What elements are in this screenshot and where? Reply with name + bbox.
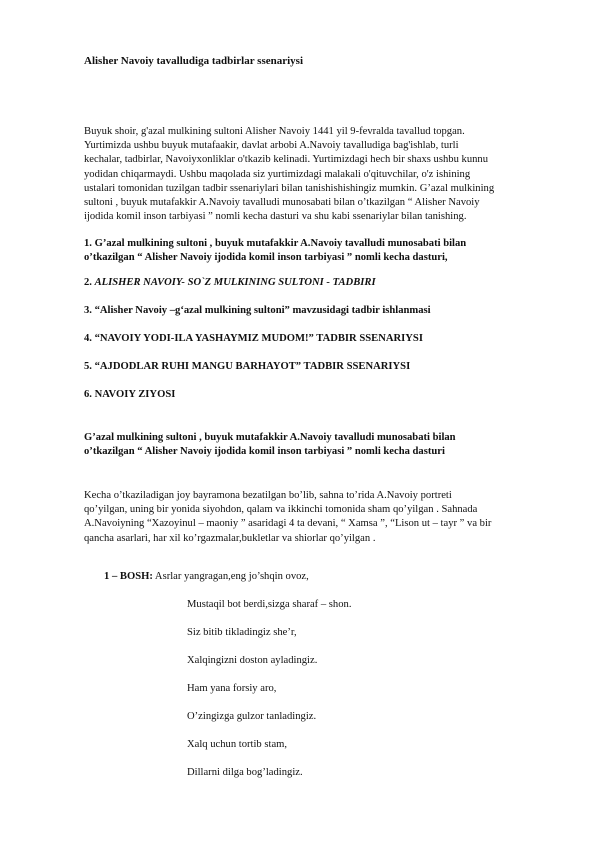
intro-paragraph	[84, 125, 558, 224]
verse-line: Siz bitib tikladingiz she’r,	[187, 627, 297, 638]
intro-line: ustalari tomonidan tuzilgan tadbir ssenariylari bilan tanishishishingiz mumkin. G’azal mulkining	[84, 182, 495, 194]
intro-line: Buyuk shoir, g'azal mulkining sultoni Alisher Navoiy 1441 yil 9-fevralda tavallud topgan.	[84, 126, 465, 137]
verse-line: O’zingizga gulzor tanladingiz.	[187, 711, 317, 722]
list-item-1-line: 1. G’azal mulkining sultoni , buyuk mutafakkir A.Navoiy tavalludi munosabati bilan	[84, 238, 467, 249]
intro-line: sultoni , buyuk mutafakkir A.Navoiy tavalludi munosabati bilan o’tkazilgan “ Alisher Navoiy	[84, 197, 480, 209]
setup-line: Kecha o’tkaziladigan joy bayramona bezatilgan bo’lib, sahna to’rida A.Navoiy portreti	[84, 490, 452, 501]
verse-line: Ham yana forsiy aro,	[187, 683, 277, 694]
verse-line: Mustaqil bot berdi,sizga sharaf – shon.	[187, 599, 352, 610]
list-item-1-line: o’tkazilgan “ Alisher Navoiy ijodida komil inson tarbiyasi ” nomli kecha dasturi,	[84, 252, 448, 264]
list-item-2-number: 2.	[84, 277, 95, 288]
list-item-4: 4. “NAVOIY YODI-ILA YASHAYMIZ MUDOM!” TADBIR SSENARIYSI	[84, 333, 423, 344]
intro-line: kechalar, tadbirlar, Navoiyxonliklar o'tkazib kelinadi. Yurtimizdagi hech bir shaxs ushbu kunnu	[84, 154, 489, 166]
setup-paragraph	[84, 489, 558, 546]
bosh-text: Asrlar yangragan,eng jo’shqin ovoz,	[152, 571, 309, 582]
bosh-first-line	[104, 571, 309, 582]
section-heading	[84, 431, 456, 459]
list-item-3: 3. “Alisher Navoiy –g‘azal mulkining sultoni” mavzusidagi tadbir ishlanmasi	[84, 305, 431, 316]
list-item-6: 6. NAVOIY ZIYOSI	[84, 389, 176, 400]
setup-line: qancha asarlari, har xil ko’rgazmalar,bukletlar va shiorlar qo’yilgan .	[84, 532, 376, 544]
list-item-1	[84, 237, 466, 265]
bosh-label: 1 – BOSH:	[104, 571, 153, 582]
section-heading-line: G’azal mulkining sultoni , buyuk mutafakkir A.Navoiy tavalludi munosabati bilan	[84, 432, 456, 443]
verse-line: Xalqingizni doston ayladingiz.	[187, 655, 318, 666]
intro-line: yodidan chiqarmaydi. Ushbu maqolada siz yurtimizdagi malakali o'qituvchilar, o'z ishining	[84, 168, 471, 180]
verse-line: Xalq uchun tortib stam,	[187, 739, 288, 750]
setup-line: A.Navoiyning “Xazoyinul – maoniy ” asaridagi 4 ta devani, “ Xamsa ”, “Lison ut – tayr ” va bir	[84, 518, 492, 530]
verse-line: Dillarni dilga bog’ladingiz.	[187, 767, 303, 778]
list-item-2-text: ALISHER NAVOIY- SO`Z MULKINING SULTONI - TADBIRI	[94, 277, 376, 288]
document-title: Alisher Navoiy tavalludiga tadbirlar ssenariysi	[84, 55, 304, 67]
intro-line: Yurtimizda ushbu buyuk mutafaakir, davlat arbobi A.Navoiy tavalludiga bag'ishlab, turli	[84, 140, 459, 152]
intro-line: ijodida komil inson tarbiyasi ” nomli kecha dasturi va shu kabi ssenariylar bilan tanishing.	[84, 211, 467, 223]
list-item-2	[84, 277, 376, 288]
list-item-5: 5. “AJDODLAR RUHI MANGU BARHAYOT” TADBIR SSENARIYSI	[84, 361, 411, 372]
section-heading-line: o’tkazilgan “ Alisher Navoiy ijodida komil inson tarbiyasi ” nomli kecha dasturi	[84, 446, 445, 458]
setup-line: qo’yilgan, uning bir yonida siyohdon, qalam va ikkinchi tomonida sham qo’yilgan . Sahnada	[84, 504, 478, 516]
